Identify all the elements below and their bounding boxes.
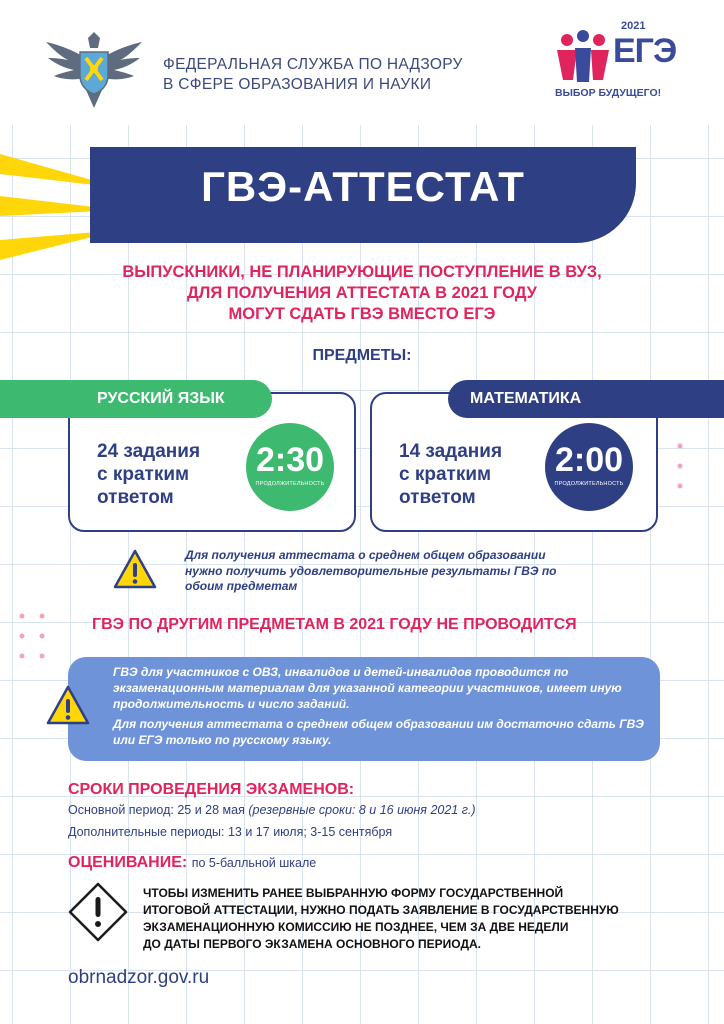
- note-line: Для получения аттестата о среднем общем образовании: [185, 548, 546, 562]
- tasks-line: с кратким: [399, 464, 492, 485]
- schedule-main: [68, 803, 476, 817]
- ovz-paragraph: ГВЭ для участников с ОВЗ, инвалидов и детей-инвалидов проводится по экзаменационным материалам для указанной категории участников, имеет иную продолжительность и число заданий.: [113, 665, 622, 711]
- ege-year: 2021: [621, 20, 646, 32]
- duration-time: 2:00: [554, 441, 624, 479]
- ovz-paragraph: Для получения аттестата о среднем общем образовании им достаточно сдать ГВЭ или ЕГЭ только по русскому языку.: [113, 717, 644, 747]
- dots-decoration: [16, 610, 56, 670]
- lead-line: ДЛЯ ПОЛУЧЕНИЯ АТТЕСТАТА В 2021 ГОДУ: [187, 284, 537, 302]
- schedule-main-label: Основной период: 25 и 28 мая: [68, 803, 245, 817]
- note-line: нужно получить удовлетворительные результаты ГВЭ по: [185, 563, 557, 578]
- exclamation-diamond-icon: [67, 881, 129, 943]
- subject-name-russian: РУССКИЙ ЯЗЫК: [97, 390, 225, 407]
- subject-name-math: МАТЕМАТИКА: [470, 390, 582, 407]
- schedule-reserve: (резервные сроки: 8 и 16 июня 2021 г.): [248, 803, 476, 817]
- duration-label: ПРОДОЛЖИТЕЛЬНОСТЬ: [554, 481, 624, 487]
- agency-name: [163, 55, 463, 95]
- note-line: обоим предметам: [185, 579, 298, 593]
- dots-decoration: [666, 440, 706, 500]
- page-title: ГВЭ-АТТЕСТАТ: [201, 163, 525, 210]
- final-note-line: ЭКЗАМЕНАЦИОННУЮ КОМИССИЮ НЕ ПОЗДНЕЕ, ЧЕМ ЗА ДВЕ НЕДЕЛИ: [143, 920, 569, 934]
- duration-badge-math: [545, 423, 633, 511]
- ege-slogan: ВЫБОР БУДУЩЕГО!: [555, 87, 662, 99]
- ovz-info-text: [113, 664, 648, 748]
- tasks-line: 14 задания: [399, 441, 503, 462]
- tasks-line: ответом: [97, 487, 174, 508]
- warning-icon: [45, 684, 91, 726]
- agency-name-line: В СФЕРЕ ОБРАЗОВАНИЯ И НАУКИ: [163, 76, 432, 93]
- subject-tasks-math: [399, 440, 502, 509]
- subjects-title: ПРЕДМЕТЫ:: [312, 347, 412, 364]
- agency-name-line: ФЕДЕРАЛЬНАЯ СЛУЖБА ПО НАДЗОРУ: [163, 56, 463, 73]
- final-note-line: ЧТОБЫ ИЗМЕНИТЬ РАНЕЕ ВЫБРАННУЮ ФОРМУ ГОСУДАРСТВЕННОЙ: [143, 886, 564, 900]
- note-both-subjects: [185, 548, 605, 595]
- final-note-line: ИТОГОВОЙ АТТЕСТАЦИИ, НУЖНО ПОДАТЬ ЗАЯВЛЕНИЕ В ГОСУДАРСТВЕННУЮ: [143, 903, 619, 917]
- subject-tasks-russian: [97, 440, 200, 509]
- agency-emblem-icon: [44, 28, 144, 110]
- no-other-subjects: ГВЭ ПО ДРУГИМ ПРЕДМЕТАМ В 2021 ГОДУ НЕ ПРОВОДИТСЯ: [92, 616, 577, 633]
- grading: [68, 854, 316, 872]
- tasks-line: 24 задания: [97, 441, 201, 462]
- final-note-line: ДО ДАТЫ ПЕРВОГО ЭКЗАМЕНА ОСНОВНОГО ПЕРИОДА.: [143, 937, 482, 951]
- schedule-extra: Дополнительные периоды: 13 и 17 июля; 3-15 сентября: [68, 825, 393, 839]
- lead-line: МОГУТ СДАТЬ ГВЭ ВМЕСТО ЕГЭ: [228, 305, 496, 323]
- grading-label: ОЦЕНИВАНИЕ:: [68, 854, 188, 871]
- duration-label: ПРОДОЛЖИТЕЛЬНОСТЬ: [255, 481, 325, 487]
- ege-word: ЕГЭ: [613, 32, 677, 70]
- lead-text: [20, 262, 704, 325]
- grading-value: по 5-балльной шкале: [191, 856, 317, 870]
- warning-icon: [112, 548, 158, 590]
- schedule-title: СРОКИ ПРОВЕДЕНИЯ ЭКЗАМЕНОВ:: [68, 781, 355, 798]
- website-link[interactable]: obrnadzor.gov.ru: [68, 967, 210, 988]
- lead-line: ВЫПУСКНИКИ, НЕ ПЛАНИРУЮЩИЕ ПОСТУПЛЕНИЕ В ВУЗ,: [122, 263, 602, 281]
- duration-badge-russian: [246, 423, 334, 511]
- tasks-line: с кратким: [97, 464, 190, 485]
- duration-time: 2:30: [255, 441, 325, 479]
- final-note: [143, 885, 683, 953]
- tasks-line: ответом: [399, 487, 476, 508]
